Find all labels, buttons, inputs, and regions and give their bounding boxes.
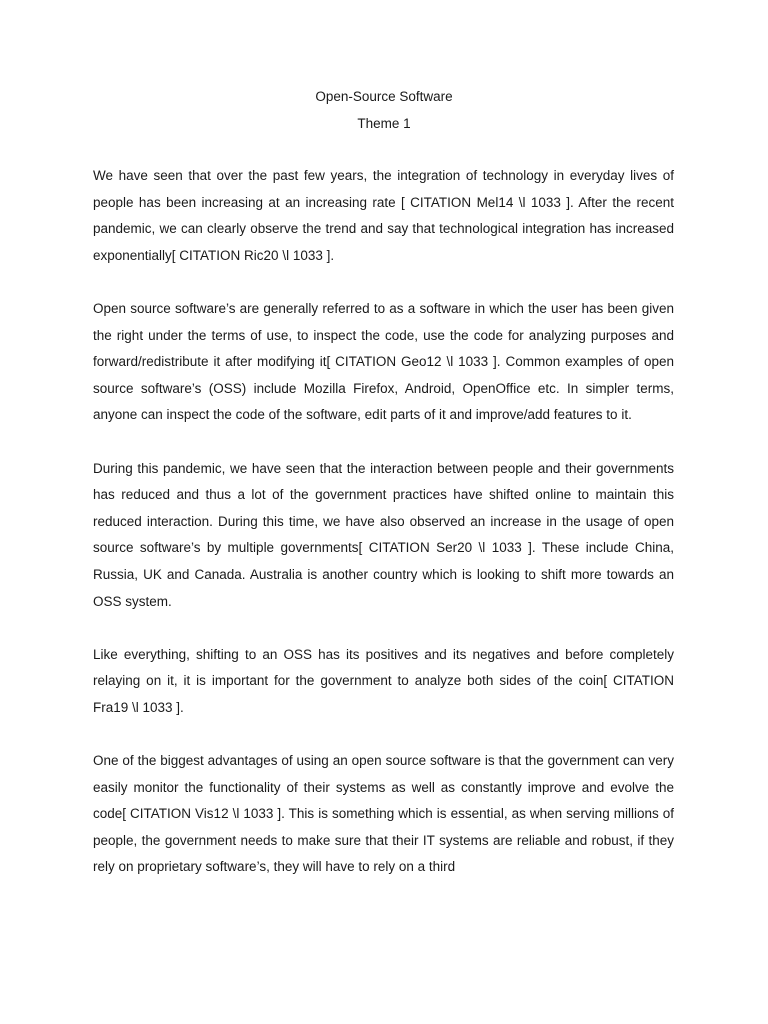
paragraph-1: We have seen that over the past few years, the integration of technology in everyday lives of people has been increasing at an increasing rate [ CITATION Mel14 \l 1033 ]. After the recent pandemic, we can clearly observe the trend and say that technological integration has increased exponentially[ CITATION Ric20 \l 1033 ]. (93, 168, 674, 263)
document-body (93, 163, 674, 908)
paragraph-3: During this pandemic, we have seen that the interaction between people and their governments has reduced and thus a lot of the government practices have shifted online to maintain this reduced interaction. During this time, we have also observed an increase in the usage of open source software’s by multiple governments[ CITATION Ser20 \l 1033 ]. These include China, Russia, UK and Canada. Australia is another country which is looking to shift more towards an OSS system. (93, 460, 674, 609)
paragraph-4: Like everything, shifting to an OSS has its positives and its negatives and before completely relaying on it, it is important for the government to analyze both sides of the coin[ CITATION Fra19 \l 1033 ]. (93, 646, 674, 715)
document-title: Open-Source Software (315, 89, 453, 104)
paragraph-2: Open source software’s are generally referred to as a software in which the user has been given the right under the terms of use, to inspect the code, use the code for analyzing purposes and forward/redistribute it after modifying it[ CITATION Geo12 \l 1033 ]. Common examples of open source software’s (OSS) include Mozilla Firefox, Android, OpenOffice etc. In simpler terms, anyone can inspect the code of the software, edit parts of it and improve/add features to it. (93, 300, 674, 423)
paragraph-5: One of the biggest advantages of using an open source software is that the government can very easily monitor the functionality of their systems as well as constantly improve and evolve the code[ CITATION Vis12 \l 1033 ]. This is something which is essential, as when serving millions of people, the government needs to make sure that their IT systems are reliable and robust, if they rely on proprietary software’s, they will have to rely on a third (93, 753, 674, 875)
document-subtitle: Theme 1 (357, 116, 411, 131)
